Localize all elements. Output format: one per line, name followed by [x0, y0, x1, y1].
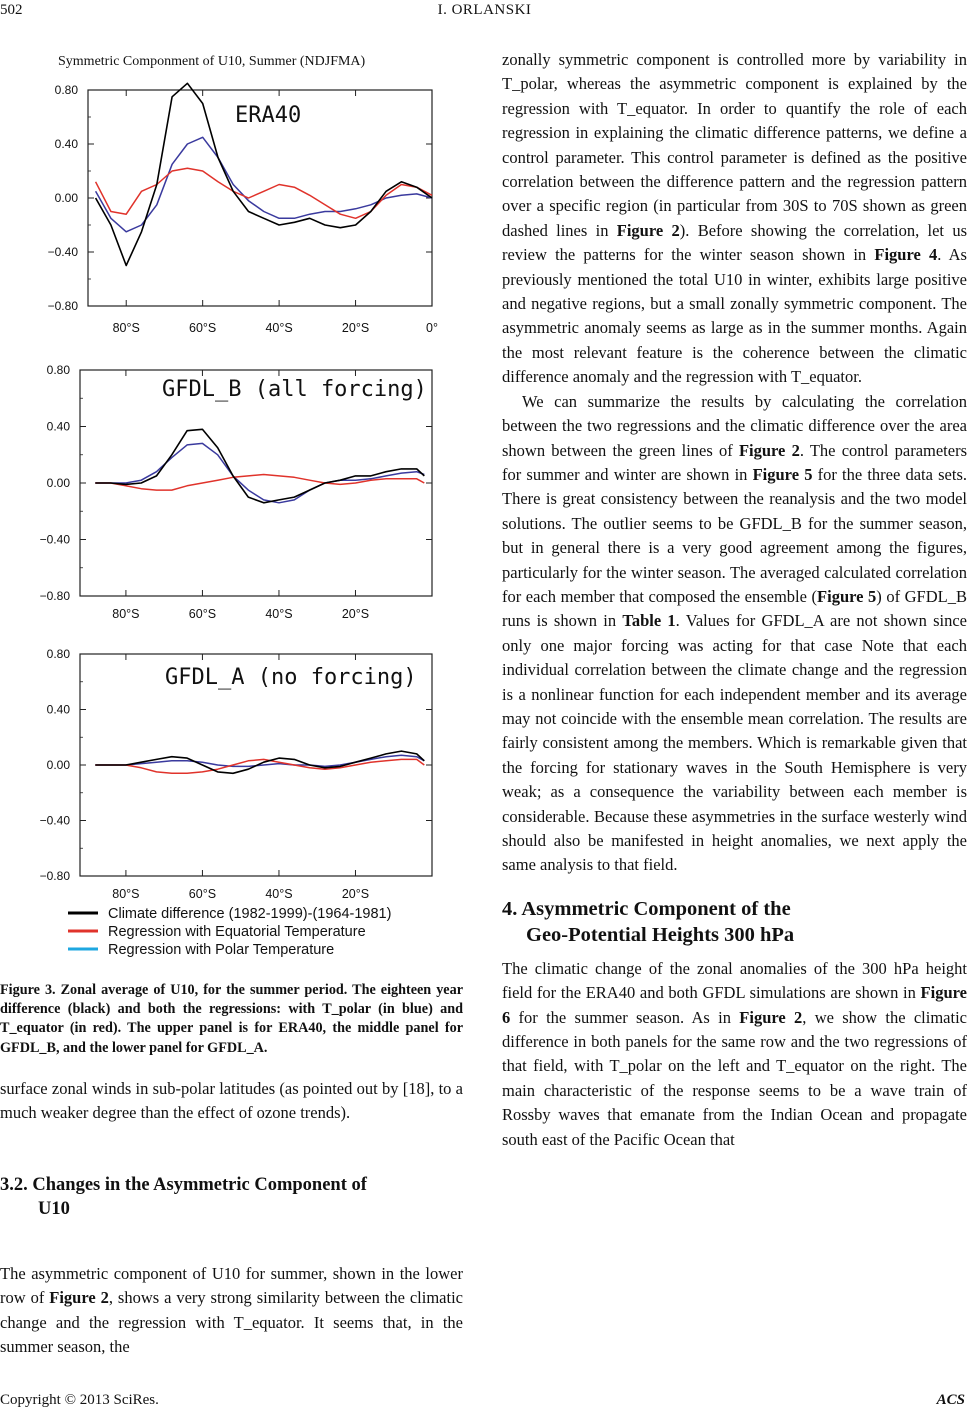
x-tick-label: 20°S: [341, 887, 370, 901]
section-4-heading: [502, 896, 967, 948]
x-tick-label: 80°S: [112, 321, 140, 335]
left-paragraph-2: The asymmetric component of U10 for summer, shown in the lower row of Figure 2, shows a very strong similarity between the climatic change and the regression with T_equator. It seems that, in the summer season, the: [0, 1264, 463, 1357]
x-tick-label: 20°S: [341, 321, 370, 335]
y-tick-label: −0.40: [47, 245, 78, 259]
panel-label: GFDL_B (all forcing): [162, 377, 427, 402]
x-tick-label: 60°S: [188, 887, 217, 901]
x-tick-label: 0°: [426, 321, 438, 335]
y-tick-label: −0.80: [39, 589, 70, 603]
figure-2-ref: Figure 2: [49, 1288, 109, 1308]
y-tick-label: 0.80: [54, 83, 78, 97]
y-tick-label: 0.00: [54, 191, 78, 205]
series-line: [95, 443, 424, 502]
y-tick-label: 0.40: [46, 419, 70, 434]
x-tick-label: 80°S: [112, 607, 140, 621]
y-tick-label: 0.80: [46, 647, 70, 661]
y-tick-label: 0.40: [46, 702, 70, 717]
left-paragraph-1: surface zonal winds in sub-polar latitudes (as pointed out by [18], to a much weaker degree than the effect of ozone trends).: [0, 1079, 463, 1123]
x-tick-label: 60°S: [189, 321, 217, 335]
section-4-title-line1: 4. Asymmetric Component of the: [502, 897, 791, 920]
y-tick-label: −0.80: [47, 299, 78, 313]
chart-panel-era40: [0, 70, 460, 342]
right-paragraph-1: zonally symmetric component is controlled more by variability in T_polar, whereas the asymmetric component is explained by the regression with T_equator. In order to quantify the role of each regression in explaining the climatic difference patterns, we define a control parameter. This control parameter is defined as the positive correlation between the difference pattern and the regression pattern over a specific region (in particular from 30S to 70S shown as green dashed lines in Figure 2). Before showing the correlation, let us review the patterns for the winter season shown in Figure 4. As previously mentioned the total U10 in winter, exhibits large positive and negative regions, but a small zonally symmetric component. The asymmetric anomaly seems as large as in the summer months. Again the most relevant feature is the coherence between the climatic difference anomaly and the regression with T_equator.: [502, 50, 967, 387]
figure-caption: Figure 3. Zonal average of U10, for the summer period. The eighteen year difference (black) and both the regressions: with T_polar (in blue) and T_equator (in red). The upper panel is for ERA40, the middle panel for GFDL_B, and the lower panel for GFDL_A.: [0, 982, 463, 1056]
x-tick-label: 60°S: [188, 607, 217, 621]
y-tick-label: −0.40: [39, 532, 70, 547]
x-tick-label: 40°S: [265, 887, 293, 901]
y-tick-label: −0.80: [39, 869, 70, 883]
x-tick-label: 80°S: [112, 887, 140, 901]
legend-label: Climate difference (1982-1999)-(1964-1981): [108, 906, 392, 922]
y-tick-label: −0.40: [39, 813, 70, 828]
legend-label: Regression with Polar Temperature: [108, 942, 335, 958]
figure-title: Symmetric Componment of U10, Summer (NDJFMA): [58, 54, 366, 69]
running-author: I. ORLANSKI: [437, 2, 532, 18]
right-paragraph-2: We can summarize the results by calculating the correlation between the two regressions and the climatic difference over the area shown between the green lines of Figure 2. The control parameters for summer and winter are shown in Figure 5 for the three data sets. There is great consistency between the reanalysis and the two model solutions. The outlier seems to be GFDL_B for the summer season, but in general there is a very good agreement among the figures, particularly for the winter season. The averaged calculated correlation for each member that composed the ensemble (Figure 5) of GFDL_B runs is shown in Table 1. Values for GFDL_A are not shown since only one major forcing was acting for that case Note that each individual correlation between the climate change and the regression is a nonlinear function for each independent member and its average may not coincide with the ensemble mean correlation. The results are fairly consistent among the members. Which is remarkable given that the forcing for stationary waves in the South Hemisphere is very weak; as a consequence the variability between each member is considerable. Because these asymmetries in the surface westerly wind should also be manifested in height anomalies, we next apply the same analysis to that field.: [502, 391, 967, 875]
panel-label: GFDL_A (no forcing): [165, 665, 417, 690]
page-number: 502: [0, 2, 23, 18]
legend-label: Regression with Equatorial Temperature: [108, 924, 366, 940]
section-3-2-title-line2: U10: [38, 1199, 70, 1219]
page-header: [0, 0, 969, 26]
right-paragraph-3: The climatic change of the zonal anomalies of the 300 hPa height field for the ERA40 and both GFDL simulations are shown in Figure 6 for the summer season. As in Figure 2, we show the climatic difference in both panels for the same row and the two regressions of that field, with T_polar on the left and T_equator on the right. The main characteristic of the response seems to be a wave train of Rossby waves that emanate from the Indian Ocean and propagate south east of the Pacific Ocean that: [502, 958, 967, 1149]
journal-name: ACS: [936, 1392, 965, 1408]
right-column: [502, 48, 967, 1152]
x-tick-label: 20°S: [341, 607, 370, 621]
y-tick-label: 0.00: [46, 476, 70, 490]
series-line: [95, 475, 424, 491]
y-tick-label: 0.00: [46, 758, 70, 772]
section-3-2-heading: [0, 1173, 463, 1221]
x-tick-label: 40°S: [265, 321, 293, 335]
y-tick-label: 0.40: [54, 137, 78, 151]
copyright-notice: Copyright © 2013 SciRes.: [0, 1392, 159, 1408]
chart-panel-gfdl-a: [0, 640, 460, 970]
section-4-title-line2: Geo-Potential Heights 300 hPa: [526, 923, 795, 946]
series-line: [95, 429, 424, 503]
panel-label: ERA40: [235, 103, 302, 128]
x-tick-label: 40°S: [265, 607, 293, 621]
section-3-2-title-line1: 3.2. Changes in the Asymmetric Component of: [0, 1175, 367, 1195]
y-tick-label: 0.80: [46, 363, 70, 377]
chart-panel-gfdl-b: [0, 352, 460, 628]
